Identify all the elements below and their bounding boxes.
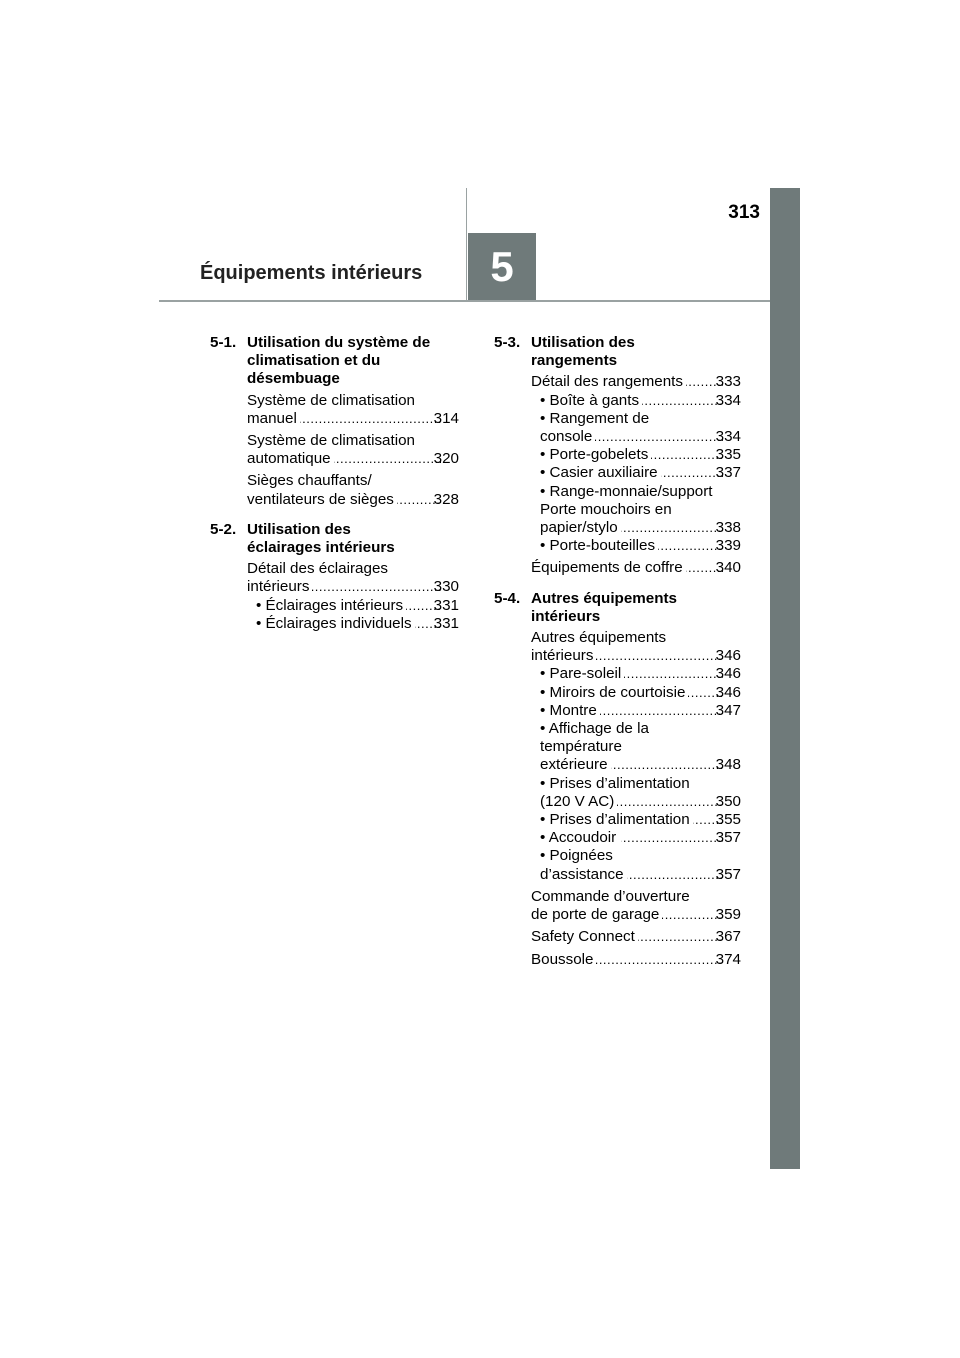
toc-entry[interactable]: Détail des éclairages intérieurs ..... 330	[247, 560, 459, 596]
toc-subentry[interactable]: • Pare-soleil ..... 346	[531, 665, 741, 683]
toc-subentry[interactable]: • Éclairages individuels ..... 331	[247, 615, 459, 633]
toc-entry[interactable]: Sièges chauffants/ ventilateurs de sièges ..... 328	[247, 472, 459, 508]
toc-subentry[interactable]: • Porte-gobelets ..... 335	[531, 446, 741, 464]
toc-subentry[interactable]: • Rangement de console ..... 334	[531, 410, 741, 446]
toc-entry[interactable]: Équipements de coffre ..... 340	[531, 559, 741, 577]
section-title: Utilisation des éclairages intérieurs	[247, 520, 395, 557]
toc-entry[interactable]: Safety Connect ..... 367	[531, 928, 741, 946]
page-number: 313	[728, 202, 760, 223]
toc-subentry[interactable]: • Prises d’alimentation (120 V AC) ..... 350	[531, 775, 741, 811]
header-vertical-rule	[466, 188, 467, 302]
header-horizontal-rule	[159, 300, 770, 302]
toc-entry[interactable]: Système de climatisation manuel ..... 314	[247, 392, 459, 428]
toc-subentry[interactable]: • Boîte à gants ..... 334	[531, 392, 741, 410]
toc-subentry[interactable]: • Prises d’alimentation ..... 355	[531, 811, 741, 829]
toc-subentry[interactable]: • Porte-bouteilles ..... 339	[531, 537, 741, 555]
toc-section-5-2	[210, 521, 459, 633]
toc-entry[interactable]: Commande d’ouverture de porte de garage ..... 359	[531, 888, 741, 924]
chapter-title: Équipements intérieurs	[200, 262, 423, 284]
toc-subentry[interactable]: • Éclairages intérieurs ..... 331	[247, 597, 459, 615]
section-number: 5-4.	[494, 589, 521, 607]
toc-entry[interactable]: Boussole ..... 374	[531, 951, 741, 969]
toc-entry[interactable]: Système de climatisation automatique ..... 320	[247, 432, 459, 468]
section-title: Autres équipements intérieurs	[531, 589, 678, 625]
chapter-number-box: 5	[468, 233, 536, 300]
toc-subentry[interactable]: • Miroirs de courtoisie ..... 346	[531, 684, 741, 702]
chapter-side-tab	[770, 188, 800, 1169]
section-title: Utilisation du système de climatisation et du désembuage	[247, 334, 431, 388]
toc-entry[interactable]: Détail des rangements ..... 333	[531, 373, 741, 391]
toc-subentry[interactable]: • Affichage de la température extérieure ..... 348	[531, 720, 741, 775]
toc-subentry[interactable]: • Casier auxiliaire ..... 337	[531, 464, 741, 482]
toc-section-5-1	[210, 334, 459, 509]
toc-subentry[interactable]: • Montre ..... 347	[531, 702, 741, 720]
section-number: 5-3.	[494, 334, 521, 351]
section-title: Utilisation des rangements	[531, 334, 635, 370]
toc-column-right	[494, 334, 741, 973]
toc-subentry[interactable]: • Range-monnaie/support Porte mouchoirs en papier/stylo ..... 338	[531, 483, 741, 538]
toc-subentry[interactable]: • Poignées d’assistance ..... 357	[531, 847, 741, 883]
section-number: 5-1.	[210, 334, 237, 351]
section-number: 5-2.	[210, 520, 237, 538]
toc-entry[interactable]: Autres équipements intérieurs ..... 346	[531, 629, 741, 665]
toc-column-left	[210, 334, 459, 633]
toc-section-5-4	[494, 590, 741, 969]
toc-section-5-3	[494, 334, 741, 578]
toc-subentry[interactable]: • Accoudoir ..... 357	[531, 829, 741, 847]
